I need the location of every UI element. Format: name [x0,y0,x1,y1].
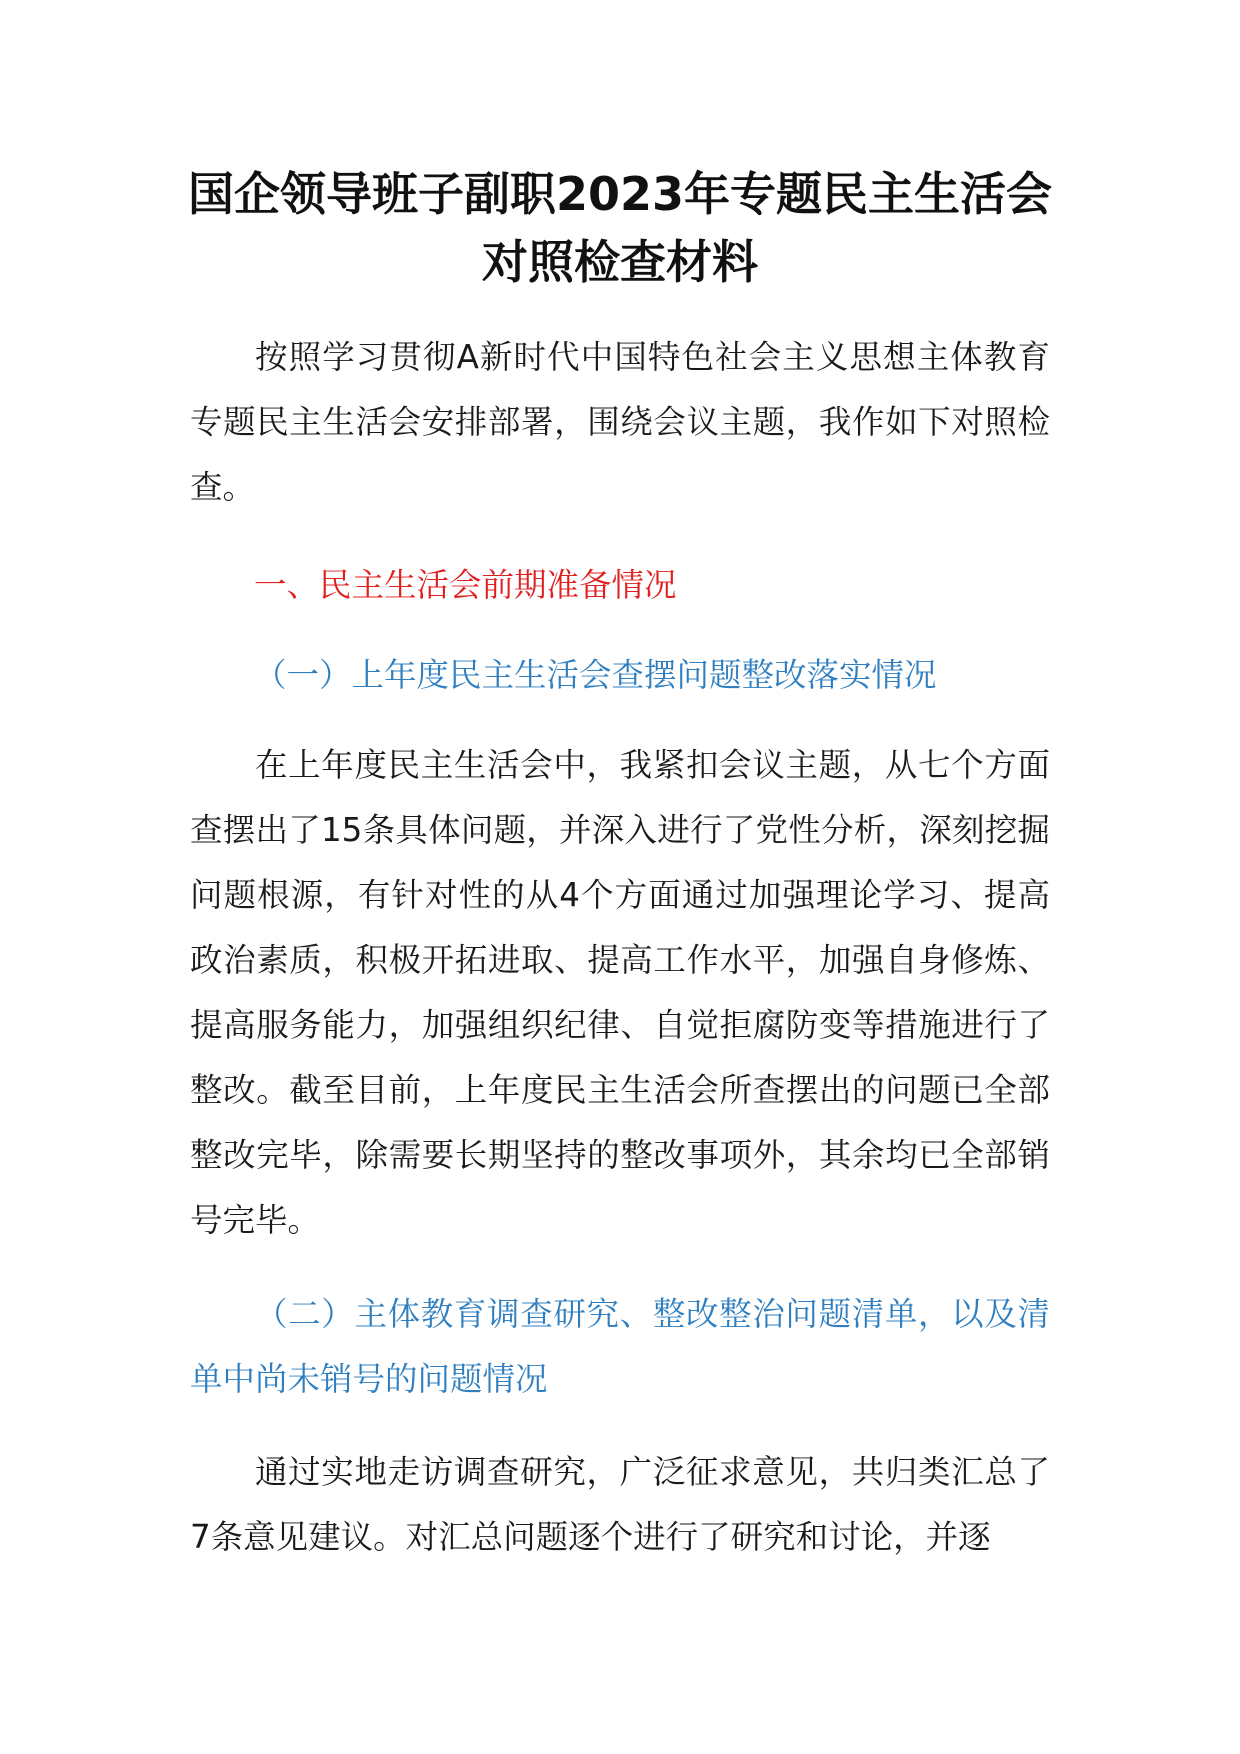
subsection-1-paragraph [190,733,1050,1253]
subsection-1-text: 在上年度民主生活会中，我紧扣会议主题，从七个方面查摆出了15条具体问题，并深入进行了党性分析，深刻挖掘问题根源，有针对性的从4个方面通过加强理论学习、提高政治素质，积极开拓进取、提高工作水平，加强自身修炼、提高服务能力，加强组织纪律、自觉拒腐防变等措施进行了整改。截至目前，上年度民主生活会所查摆出的问题已全部整改完毕，除需要长期坚持的整改事项外，其余均已全部销号完毕。 [190,746,1050,1239]
intro-paragraph [190,325,1050,520]
subsection-1-heading: （一）上年度民主生活会查摆问题整改落实情况 [254,656,937,694]
subsection-2-paragraph [190,1440,1050,1570]
subsection-2-text: 通过实地走访调查研究，广泛征求意见，共归类汇总了7条意见建议。对汇总问题逐个进行了研究和讨论，并逐 [190,1453,1050,1556]
subsection-2-heading: （二）主体教育调查研究、整改整治问题清单，以及清单中尚未销号的问题情况 [190,1295,1050,1398]
section-1-heading: 一、民主生活会前期准备情况 [254,566,677,604]
document-title-line-1: 国企领导班子副职2023年专题民主生活会 [187,167,1053,221]
document-title-line-2: 对照检查材料 [482,235,758,289]
intro-text: 按照学习贯彻A新时代中国特色社会主义思想主体教育专题民主生活会安排部署，围绕会议主题，我作如下对照检查。 [190,338,1050,506]
